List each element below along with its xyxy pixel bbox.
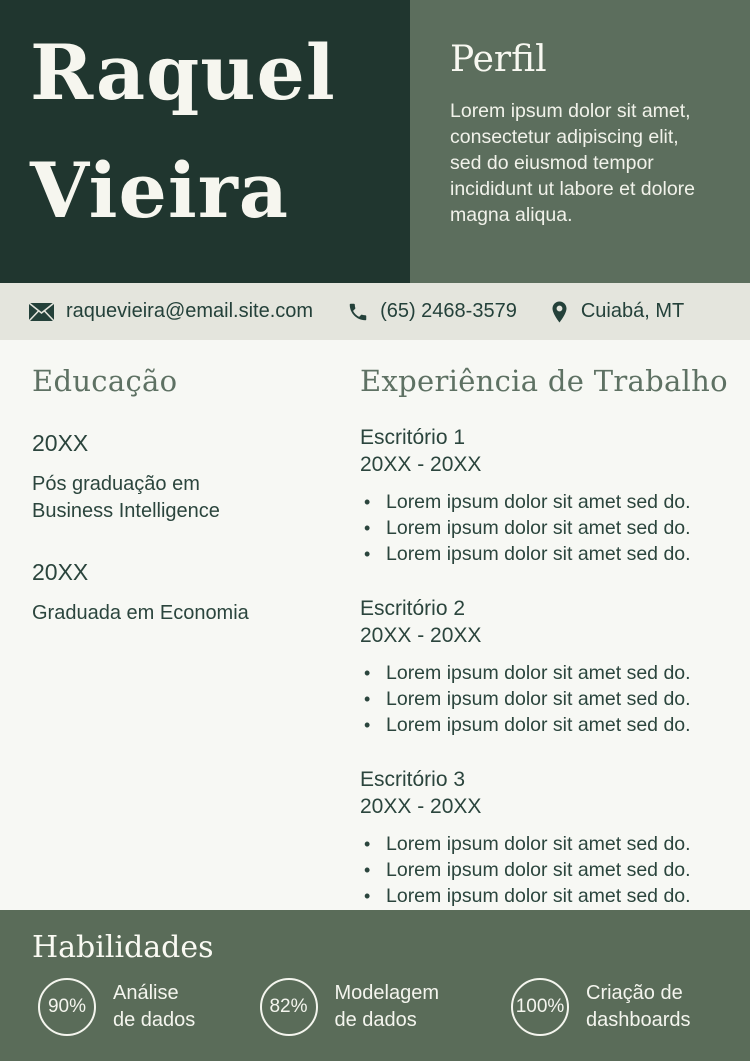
- job-bullet: • Lorem ipsum dolor sit amet sed do.: [360, 712, 730, 738]
- skill-percent: 100%: [515, 996, 565, 1017]
- experience-section: [360, 364, 730, 910]
- job-company: Escritório 1: [360, 426, 466, 449]
- skill-percent-badge: [260, 978, 318, 1036]
- education-year: 20XX: [32, 559, 89, 585]
- education-item: [32, 559, 340, 627]
- name-first: Raquel: [30, 28, 336, 117]
- skill-label: Criação de dashboards: [586, 982, 691, 1031]
- job-period: 20XX - 20XX: [360, 453, 482, 476]
- job-bullet: • Lorem ipsum dolor sit amet sed do.: [360, 489, 730, 515]
- main-content: [0, 340, 750, 910]
- skill-label: Modelagem de dados: [334, 982, 440, 1031]
- skill-percent-badge: [511, 978, 569, 1036]
- profile-section: [410, 0, 750, 283]
- skill-percent: 82%: [269, 996, 308, 1017]
- job-bullet: • Lorem ipsum dolor sit amet sed do.: [360, 686, 730, 712]
- job-bullet-list: [360, 660, 730, 738]
- skills-row: [32, 978, 708, 1036]
- contact-email: [28, 300, 315, 323]
- job-period: 20XX - 20XX: [360, 795, 482, 818]
- education-year: 20XX: [32, 430, 89, 456]
- experience-title: Experiência de Trabalho: [360, 364, 728, 398]
- job-bullet-list: [360, 489, 730, 567]
- job-company: Escritório 2: [360, 597, 466, 620]
- job-bullet: • Lorem ipsum dolor sit amet sed do.: [360, 883, 730, 909]
- name-last: Vieira: [30, 146, 290, 235]
- job-bullet: • Lorem ipsum dolor sit amet sed do.: [360, 660, 730, 686]
- location-text: Cuiabá, MT: [580, 300, 685, 322]
- job-company: Escritório 3: [360, 768, 466, 791]
- job-bullet: • Lorem ipsum dolor sit amet sed do.: [360, 857, 730, 883]
- skill-percent-badge: [38, 978, 96, 1036]
- job-period: 20XX - 20XX: [360, 624, 482, 647]
- education-item: [32, 430, 340, 525]
- contact-bar: [0, 283, 750, 340]
- skill-label: Análise de dados: [113, 982, 196, 1031]
- skills-section: [0, 910, 750, 1061]
- location-pin-icon: [549, 300, 570, 324]
- education-degree: Graduada em Economia: [32, 602, 249, 624]
- job-bullet: • Lorem ipsum dolor sit amet sed do.: [360, 541, 730, 567]
- phone-text: (65) 2468-3579: [380, 300, 517, 322]
- job-bullet: • Lorem ipsum dolor sit amet sed do.: [360, 515, 730, 541]
- person-name: [30, 14, 410, 250]
- job-bullet: • Lorem ipsum dolor sit amet sed do.: [360, 831, 730, 857]
- contact-location: [549, 300, 684, 324]
- header: [0, 0, 750, 283]
- job-entry: [360, 766, 730, 909]
- job-entry: [360, 595, 730, 738]
- education-title: Educação: [32, 364, 178, 398]
- skill-percent: 90%: [47, 996, 87, 1017]
- skill-item: [260, 978, 453, 1036]
- skills-title: Habilidades: [32, 930, 214, 965]
- envelope-icon: [28, 302, 55, 322]
- name-block: [0, 0, 410, 283]
- email-text: raquevieira@email.site.com: [66, 300, 314, 322]
- education-section: [32, 364, 360, 910]
- job-entry: [360, 424, 730, 567]
- education-degree: Pós graduação em Business Intelligence: [32, 473, 220, 522]
- phone-icon: [347, 301, 369, 323]
- skill-item: [38, 978, 201, 1036]
- job-bullet-list: [360, 831, 730, 909]
- skill-item: [511, 978, 708, 1036]
- contact-phone: [347, 300, 517, 323]
- profile-body: Lorem ipsum dolor sit amet, consectetur adipiscing elit, sed do eiusmod tempor incididunt ut labore et dolore magna aliqua.: [450, 100, 695, 226]
- profile-title: Perfil: [450, 39, 547, 80]
